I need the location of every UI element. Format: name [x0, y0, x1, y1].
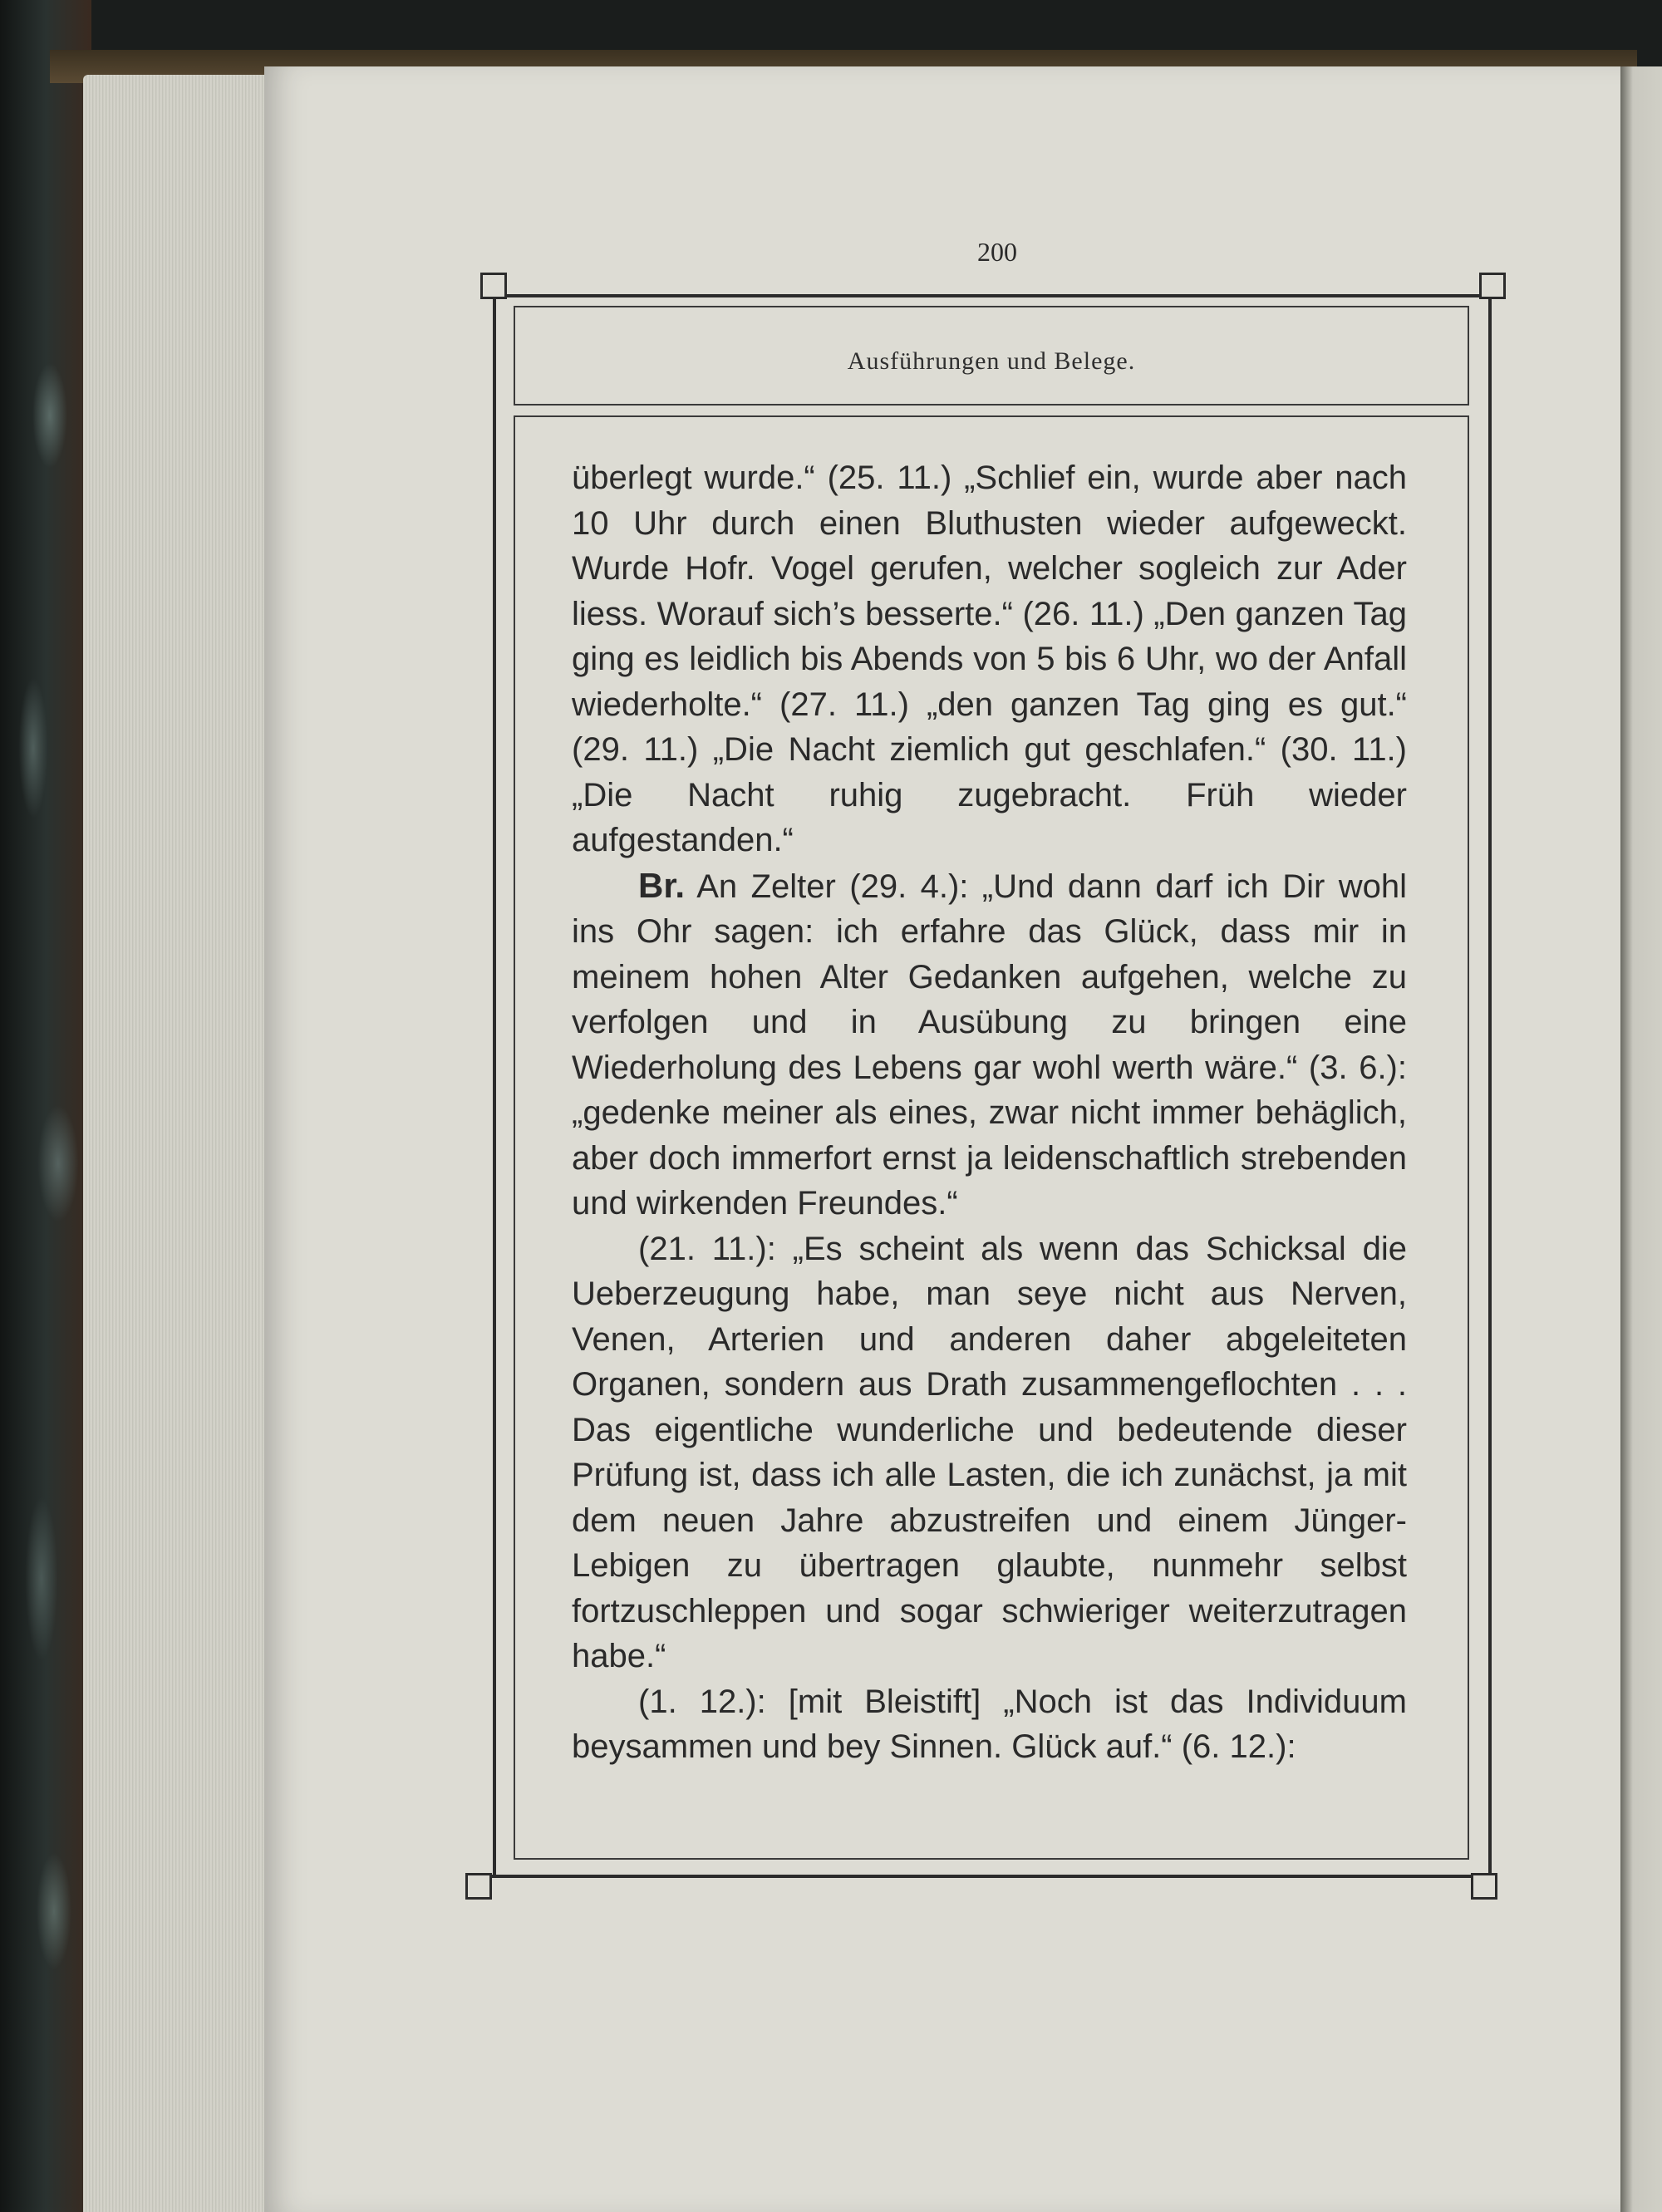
- page-stack-edge: [83, 75, 266, 2212]
- paragraph-text: An Zelter (29. 4.): „Und dann darf ich Dir wohl ins Ohr sagen: ich erfahre das Glück, dass mir in meinem hohen Alter Gedanken aufgehen, welche zu verfolgen und in Ausübung zu bringen eine Wiederholung des Lebens gar wohl werth wäre.“ (3. 6.): „gedenke meiner als eines, zwar nicht immer behäglich, aber doch immerfort ernst ja leidenschaftlich strebenden und wirkenden Freundes.“: [572, 868, 1407, 1222]
- frame-left-rule: [493, 294, 496, 1878]
- frame-corner-top-right: [1479, 273, 1506, 299]
- frame-top-rule: [494, 294, 1492, 297]
- paragraph: [572, 863, 1407, 1226]
- facing-page-edge: [1620, 66, 1662, 2212]
- paragraph: (1. 12.): [mit Bleistift] „Noch ist das Individuum beysammen und bey Sinnen. Glück auf.“ (6. 12.):: [572, 1683, 1407, 1765]
- section-lead: Br.: [638, 865, 686, 905]
- frame-corner-top-left: [480, 273, 507, 299]
- body-text: [572, 455, 1407, 1770]
- frame-right-rule: [1488, 294, 1492, 1878]
- frame-bottom-rule: [478, 1875, 1492, 1878]
- frame-corner-bottom-left: [465, 1873, 492, 1900]
- paragraph: überlegt wurde.“ (25. 11.) „Schlief ein, wurde aber nach 10 Uhr durch einen Bluthusten wieder aufgeweckt. Wurde Hofr. Vogel gerufen, welcher sogleich zur Ader liess. Worauf sich’s besserte.“ (26. 11.) „Den ganzen Tag ging es leidlich bis Abends von 5 bis 6 Uhr, wo der Anfall wiederholte.“ (27. 11.) „den ganzen Tag ging es gut.“ (29. 11.) „Die Nacht ziemlich gut geschlafen.“ (30. 11.) „Die Nacht ruhig zugebracht. Früh wieder aufgestanden.“: [572, 460, 1407, 858]
- paragraph: (21. 11.): „Es scheint als wenn das Schicksal die Ueberzeugung habe, man seye nicht aus Nerven, Venen, Arterien und anderen daher abgeleiteten Organen, sondern aus Drath zusammengeflochten . . . Das eigentliche wunderliche und bedeutende dieser Prüfung ist, dass ich alle Lasten, die ich zunächst, ja mit dem neuen Jahre abzustreifen und einem Jünger-Lebigen zu übertragen glaubte, nunmehr selbst fortzuschleppen und sogar schwieriger weiterzutragen habe.“: [572, 1230, 1407, 1674]
- running-head: Ausführungen und Belege.: [847, 347, 1136, 375]
- marbled-book-cover: [0, 0, 91, 2212]
- frame-corner-bottom-right: [1471, 1873, 1497, 1900]
- page-number: 200: [977, 237, 1017, 267]
